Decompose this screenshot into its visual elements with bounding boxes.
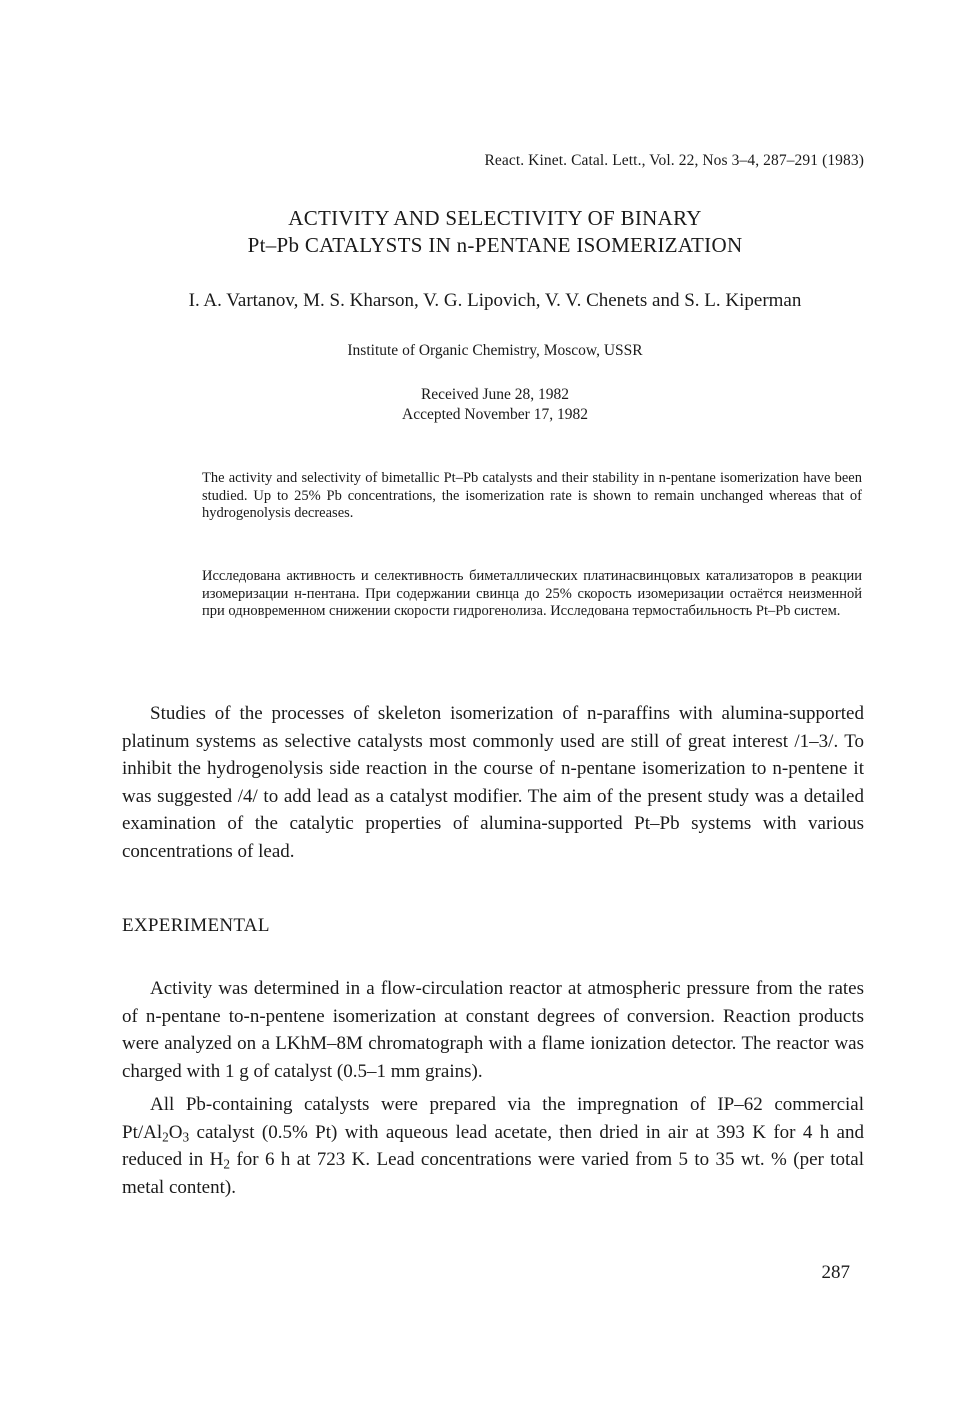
section-heading-experimental: EXPERIMENTAL <box>122 915 270 936</box>
submission-dates <box>0 385 976 425</box>
abstract-english: The activity and selectivity of bimetallic Pt–Pb catalysts and their stability in n-pentane isomerization have been studied. Up to 25% Pb concentrations, the isomerization rate is shown to remain unchanged whereas that of hydrogenolysis decreases. <box>202 470 862 521</box>
author-list: I. A. Vartanov, M. S. Kharson, V. G. Lipovich, V. V. Chenets and S. L. Kiperman <box>188 290 802 311</box>
abstract-russian: Исследована активность и селективность биметаллических платинасвинцовых катализаторов в реакции изомеризации н-пентана. При содержании свинца до 25% скорость изомеризации остаётся неизменной при одновременном снижении скорости гидрогенолиза. Исследована термостабильность Pt–Pb систем. <box>202 568 862 619</box>
subscript: 3 <box>182 1128 190 1144</box>
paper-title <box>0 205 976 259</box>
title-line-2: Pt–Pb CATALYSTS IN n-PENTANE ISOMERIZATION <box>247 233 743 257</box>
title-line-1: ACTIVITY AND SELECTIVITY OF BINARY <box>288 206 702 230</box>
page-number: 287 <box>821 1262 850 1283</box>
experimental-section <box>122 975 864 1201</box>
experimental-paragraph-1: Activity was determined in a flow-circulation reactor at atmospheric pressure from the rates of n-pentane to-n-pentene isomerization at constant degrees of conversion. Reaction products were analyzed on a LKhM–8M chromatograph with a flame ionization detector. The reactor was charged with 1 g of catalyst (0.5–1 mm grains). <box>122 978 864 1082</box>
subscript: 2 <box>162 1128 169 1144</box>
text-run: O <box>168 1121 183 1143</box>
introduction-paragraph: Studies of the processes of skeleton isomerization of n-paraffins with alumina-supported platinum systems as selective catalysts most commonly used are still of great interest /1–3/. To inhibit the hydrogenolysis side reaction in the course of n-pentane isomerization to n-pentene it was suggested /4/ to add lead as a catalyst modifier. The aim of the present study was a detailed examination of the catalytic properties of alumina-supported Pt–Pb systems with various concentrations of lead. <box>122 703 864 862</box>
experimental-paragraph-2 <box>122 1091 864 1201</box>
received-date: Received June 28, 1982 <box>420 386 570 403</box>
journal-citation: React. Kinet. Catal. Lett., Vol. 22, Nos 3–4, 287–291 (1983) <box>484 152 864 169</box>
accepted-date: Accepted November 17, 1982 <box>402 406 588 423</box>
text-run: catalyst (0.5% Pt) with aqueous lead acetate, then dried in air at 393 K for 4 h and reduced in H <box>122 1121 864 1170</box>
text-run: All Pb-containing catalysts were prepared via the impregnation of IP–62 commercial Pt/Al <box>122 1094 864 1143</box>
text-run: for 6 h at 723 K. Lead concentrations were varied from 5 to 35 wt. % (per total metal content). <box>122 1149 864 1198</box>
introduction-section <box>122 700 864 865</box>
subscript: 2 <box>223 1156 231 1172</box>
affiliation: Institute of Organic Chemistry, Moscow, USSR <box>347 342 643 359</box>
